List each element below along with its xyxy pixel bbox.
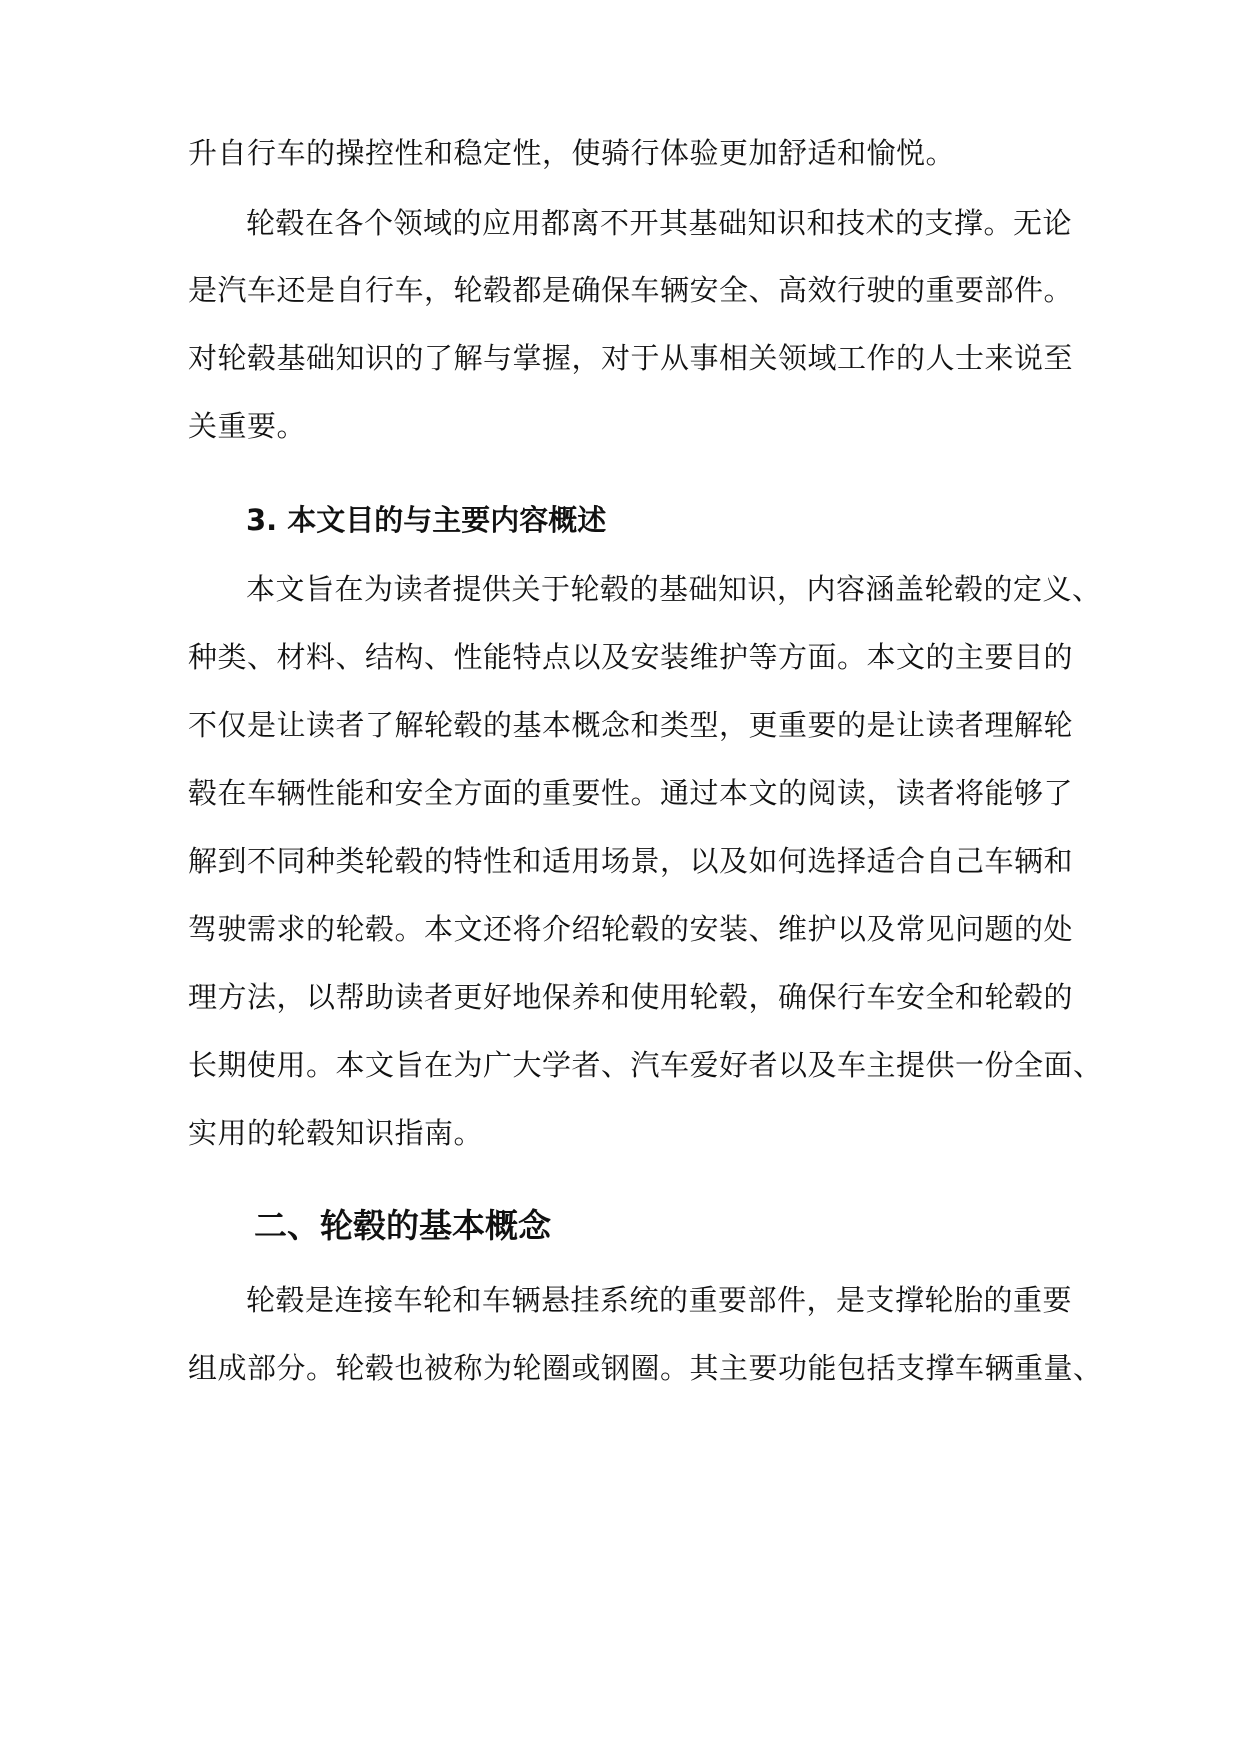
chapter-heading: 二、轮毂的基本概念 (254, 1206, 551, 1245)
paragraph-line: 不仅是让读者了解轮毂的基本概念和类型，更重要的是让读者理解轮 (188, 708, 1074, 742)
paragraph-line: 关重要。 (188, 409, 307, 443)
paragraph-line: 轮毂是连接车轮和车辆悬挂系统的重要部件，是支撑轮胎的重要 (246, 1283, 1073, 1317)
paragraph-line: 毂在车辆性能和安全方面的重要性。通过本文的阅读，读者将能够了 (188, 776, 1074, 810)
paragraph-line: 驾驶需求的轮毂。本文还将介绍轮毂的安装、维护以及常见问题的处 (188, 912, 1074, 946)
paragraph-line: 是汽车还是自行车，轮毂都是确保车辆安全、高效行驶的重要部件。 (188, 273, 1074, 307)
paragraph-line: 本文旨在为读者提供关于轮毂的基础知识，内容涵盖轮毂的定义、 (246, 572, 1102, 606)
paragraph-line: 实用的轮毂知识指南。 (188, 1116, 484, 1150)
paragraph-line: 组成部分。轮毂也被称为轮圈或钢圈。其主要功能包括支撑车辆重量、 (188, 1351, 1103, 1385)
section-heading: 3. 本文目的与主要内容概述 (246, 503, 607, 537)
paragraph-line: 理方法，以帮助读者更好地保养和使用轮毂，确保行车安全和轮毂的 (188, 980, 1074, 1014)
paragraph-line: 对轮毂基础知识的了解与掌握，对于从事相关领域工作的人士来说至 (188, 341, 1074, 375)
paragraph-line: 升自行车的操控性和稳定性，使骑行体验更加舒适和愉悦。 (188, 136, 956, 170)
paragraph-line: 长期使用。本文旨在为广大学者、汽车爱好者以及车主提供一份全面、 (188, 1048, 1103, 1082)
paragraph-line: 轮毂在各个领域的应用都离不开其基础知识和技术的支撑。无论 (246, 206, 1073, 240)
paragraph-line: 解到不同种类轮毂的特性和适用场景，以及如何选择适合自己车辆和 (188, 844, 1074, 878)
paragraph-line: 种类、材料、结构、性能特点以及安装维护等方面。本文的主要目的 (188, 640, 1074, 674)
